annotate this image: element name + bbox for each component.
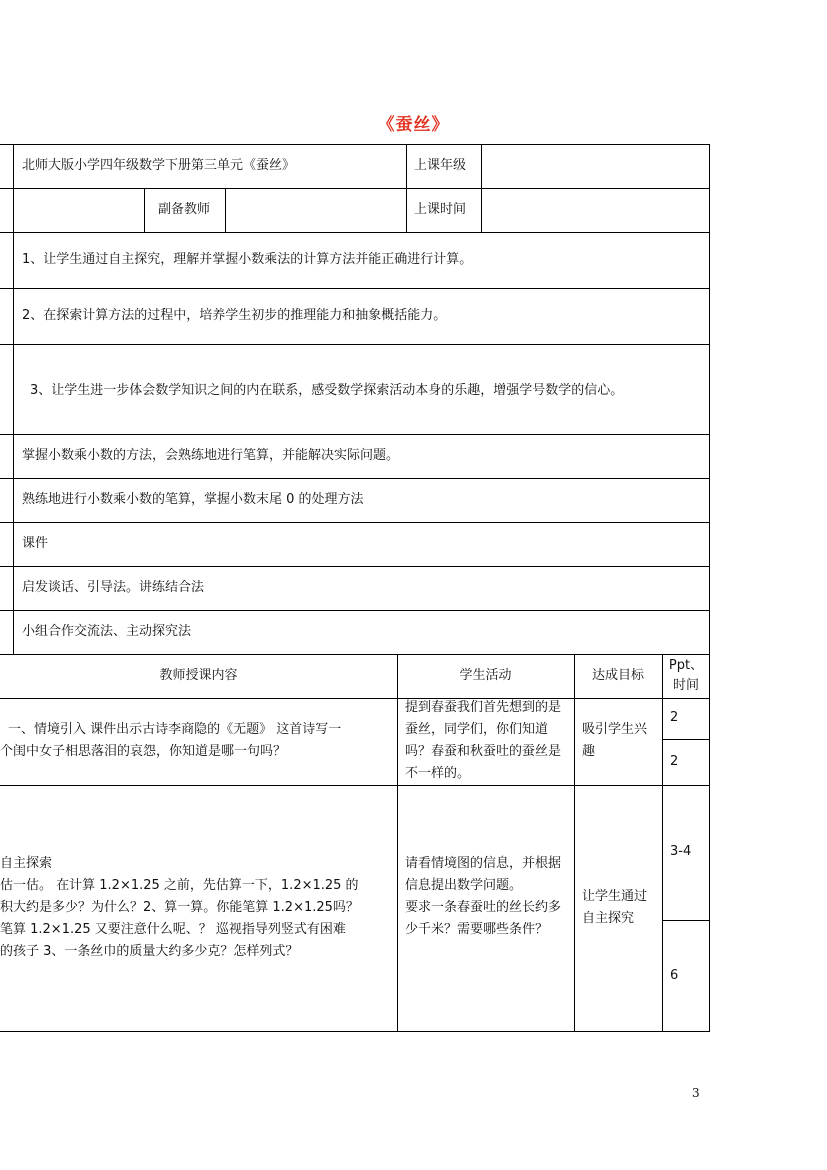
table-rule [0,144,710,145]
page-title: 《蚕丝》 [377,115,450,135]
table-rule [0,232,710,233]
objective-1: 1、让学生通过自主探究，理解并掌握小数乘法的计算方法并能正确进行计算。 [22,252,473,267]
objective-2: 2、在探索计算方法的过程中，培养学生初步的推理能力和抽象概括能力。 [22,308,447,323]
row1-content-line2: 个闺中女子相思落泪的哀怨，你知道是哪一句吗？ [0,744,287,759]
objective-3: 3、让学生进一步体会数学知识之间的内在联系，感受数学探索活动本身的乐趣，增强学号数学的信心。 [30,383,624,398]
table-rule [0,654,710,655]
assistant-teacher-value[interactable] [232,199,400,221]
table-rule [0,785,710,786]
row1-student-activity: 提到春蚕我们首先想到的是蚕丝，同学们，你们知道吗？春蚕和秋蚕吐的蚕丝是不一样的。 [405,700,562,781]
table-rule [13,144,14,654]
class-time-label: 上课时间 [414,202,467,217]
table-rule [662,739,710,740]
row2-content-line2: 估一估。 在计算 1.2×1.25 之前，先估算一下，1.2×1.25 的 [0,878,359,893]
assistant-teacher-label: 副备教师 [158,202,211,217]
header-student-activity: 学生活动 [459,668,512,683]
table-rule [0,1031,710,1032]
teaching-prep: 课件 [22,536,49,551]
grade-value[interactable] [488,155,703,177]
row1-ppt-a: 2 [670,710,679,725]
table-rule [406,144,407,232]
table-rule [574,654,575,1032]
table-rule [0,188,710,189]
row2-ppt-b: 6 [670,968,679,983]
course-title: 北师大版小学四年级数学下册第三单元《蚕丝》 [22,158,296,173]
table-rule [225,188,226,232]
header-target: 达成目标 [591,668,644,683]
row2-ppt-a: 3-4 [670,844,692,859]
header-ppt: Ppt、 [668,658,704,673]
row2-content-line5: 的孩子 3、一条丝巾的质量大约多少克？怎样列式？ [0,944,299,959]
page-number: 3 [692,1086,700,1100]
table-rule [0,478,710,479]
table-rule [0,610,710,611]
row2-content-line4: 笔算 1.2×1.25 又要注意什么呢、？ 巡视指导列竖式有困难 [0,922,346,937]
table-rule [0,566,710,567]
grade-label: 上课年级 [414,158,467,173]
row2-content-line3: 积大约是多少？为什么？2、算一算。你能笔算 1.2×1.25吗？ [0,900,359,915]
table-rule [0,344,710,345]
table-rule [0,698,710,699]
header-teacher-content: 教师授课内容 [159,668,238,683]
row1-content-line1: 一、情境引入 课件出示古诗李商隐的《无题》 这首诗写一 [8,722,342,737]
row2-target: 让学生通过自主探究 [582,889,648,926]
teaching-method: 启发谈话、引导法。讲练结合法 [22,580,205,595]
table-rule [144,188,145,232]
table-rule [0,434,710,435]
table-rule [709,144,710,1032]
key-point: 掌握小数乘小数的方法，会熟练地进行笔算，并能解决实际问题。 [22,448,400,463]
row2-student-activity: 请看情境图的信息，并根据信息提出数学问题。 要求一条春蚕吐的丝长约多少千米？需要哪些条件？ [405,856,562,937]
difficulty: 熟练地进行小数乘小数的笔算，掌握小数末尾 0 的处理方法 [22,492,364,507]
table-rule [481,144,482,232]
learning-method: 小组合作交流法、主动探究法 [22,624,192,639]
class-time-value[interactable] [488,199,703,221]
table-rule [662,654,663,1032]
table-rule [397,654,398,1032]
row2-content-line1: 自主探索 [0,856,53,871]
table-rule [0,288,710,289]
table-rule [0,522,710,523]
row1-ppt-b: 2 [670,754,679,769]
header-time: 时间 [672,678,699,693]
table-rule [662,920,710,921]
row1-target: 吸引学生兴趣 [582,722,648,759]
